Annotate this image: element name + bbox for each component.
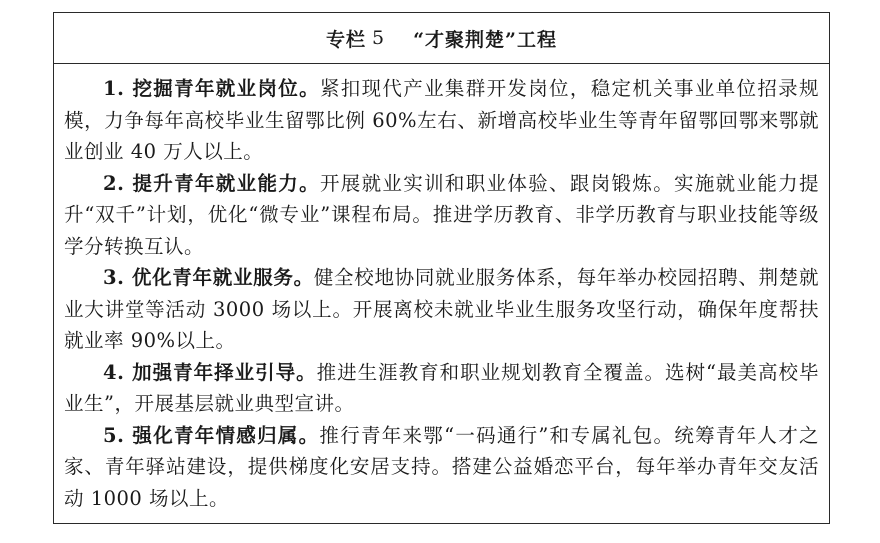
item-text: 紧扣现代产业集群开发岗位，稳定机关事业单位招录规模，力争每年高校毕业生留鄂比例 60%左右、新增高校毕业生等青年留鄂回鄂来鄂就业创业 40 万人以上。 <box>64 77 819 163</box>
column-number: 5 <box>372 27 386 49</box>
column-label: 专栏 <box>326 28 367 51</box>
item-heading: 1. 挖掘青年就业岗位。 <box>103 77 320 100</box>
column-content <box>54 64 829 514</box>
item-text: 推进生涯教育和职业规划教育全覆盖。选树“最美高校毕业生”，开展基层就业典型宣讲。 <box>64 360 819 415</box>
item-paragraph <box>64 73 819 168</box>
column-title: “才聚荆楚”工程 <box>413 28 557 51</box>
item-paragraph <box>64 262 819 357</box>
column-box <box>53 12 830 524</box>
column-title-bar <box>54 13 829 64</box>
item-heading: 5. 强化青年情感归属。 <box>103 423 320 447</box>
item-text: 健全校地协同就业服务体系，每年举办校园招聘、荆楚就业大讲堂等活动 3000 场以上。开展离校未就业毕业生服务攻坚行动，确保年度帮扶就业率 90%以上。 <box>64 266 819 352</box>
item-paragraph <box>64 357 819 420</box>
item-text: 开展就业实训和职业体验、跟岗锻炼。实施就业能力提升“双千”计划，优化“微专业”课程布局。推进学历教育、非学历教育与职业技能等级学分转换互认。 <box>64 171 819 258</box>
item-heading: 3. 优化青年就业服务。 <box>103 266 314 289</box>
item-text: 推行青年来鄂“一码通行”和专属礼包。统筹青年人才之家、青年驿站建设，提供梯度化安居支持。搭建公益婚恋平台，每年举办青年交友活动 1000 场以上。 <box>64 423 819 510</box>
item-heading: 2. 提升青年就业能力。 <box>103 171 320 195</box>
item-paragraph <box>64 420 819 515</box>
item-heading: 4. 加强青年择业引导。 <box>103 360 317 384</box>
item-paragraph <box>64 168 819 263</box>
